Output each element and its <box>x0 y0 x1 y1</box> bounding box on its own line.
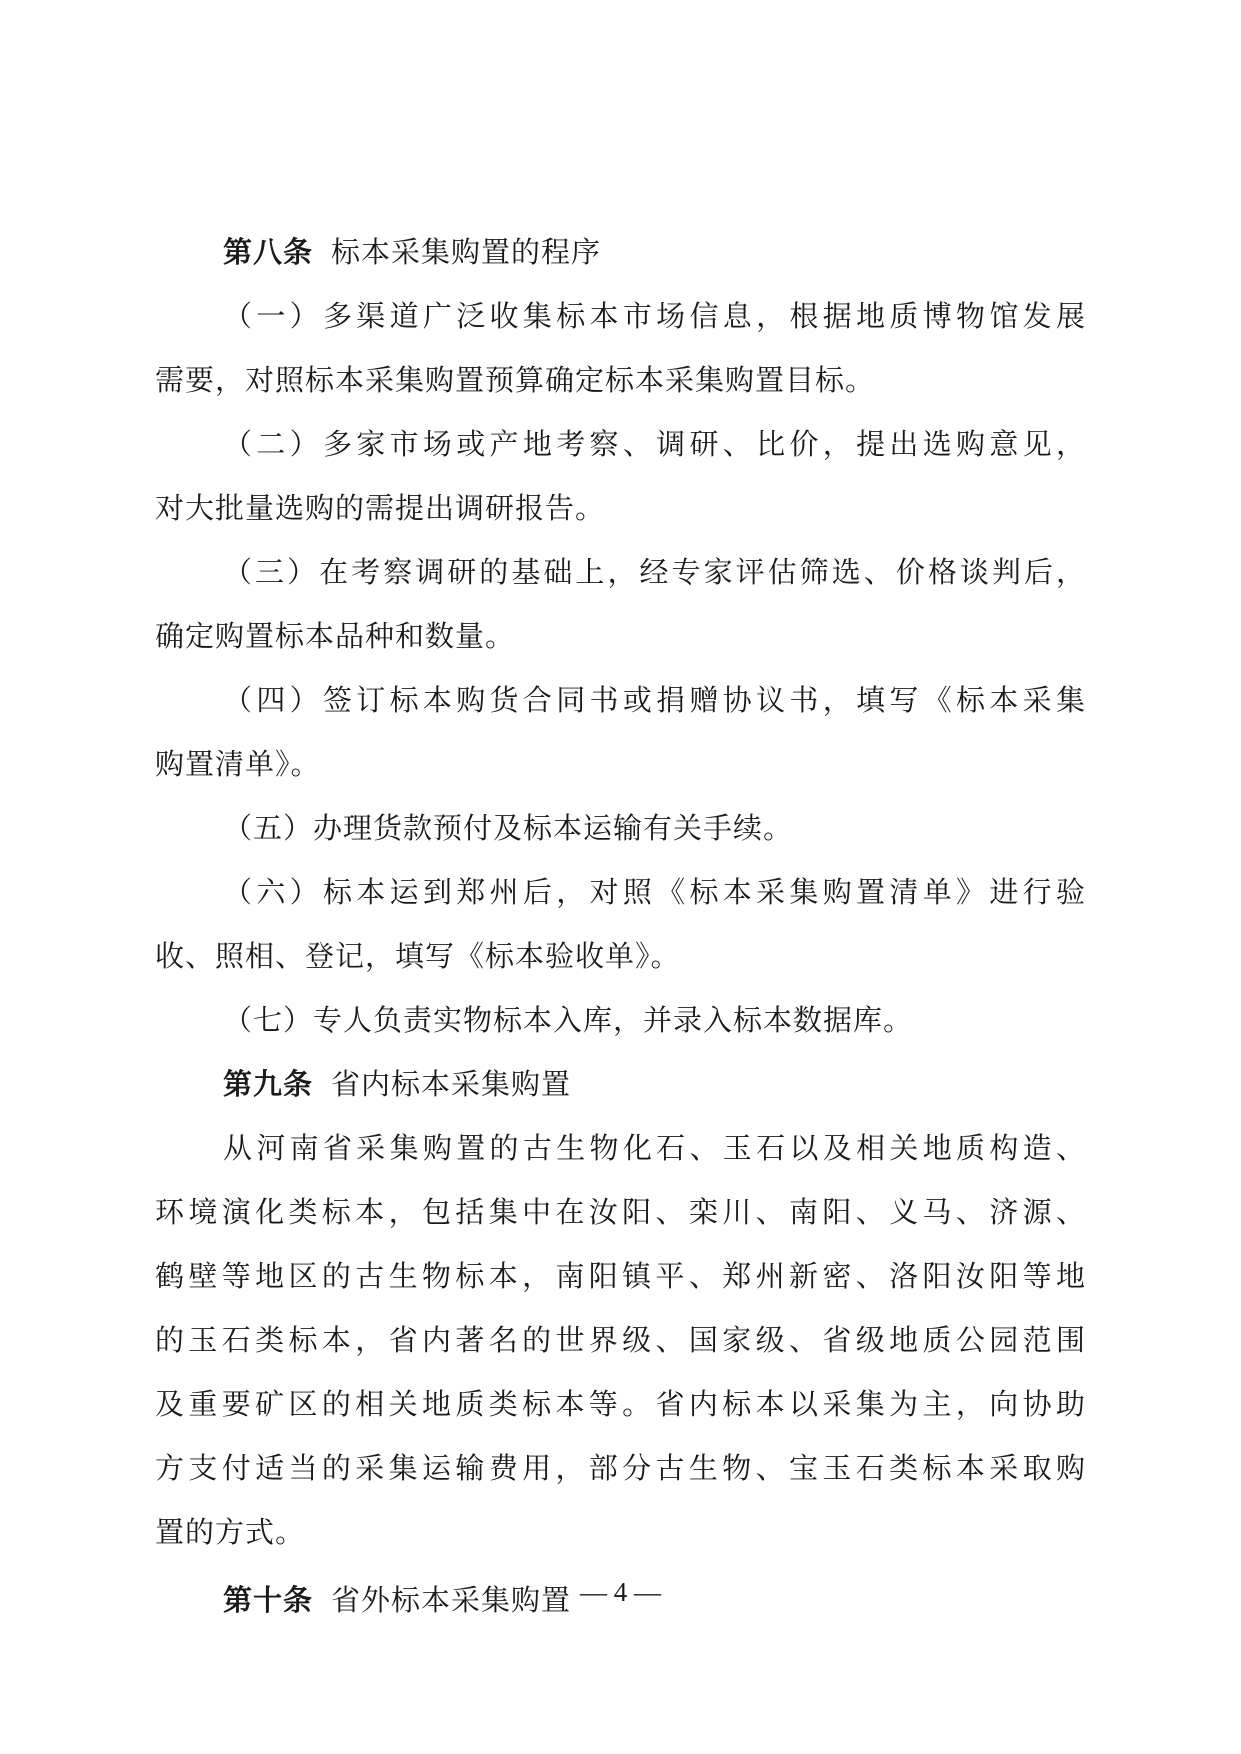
article-8-item-5-line-1: （五）办理货款预付及标本运输有关手续。 <box>223 811 794 845</box>
article-9-para-line-3: 鹤壁等地区的古生物标本，南阳镇平、郑州新密、洛阳汝阳等地 <box>155 1259 1086 1293</box>
article-9-para-line-6: 方支付适当的采集运输费用，部分古生物、宝玉石类标本采取购 <box>155 1451 1086 1485</box>
article-8-item-4-line-1: （四）签订标本购货合同书或捐赠协议书，填写《标本采集 <box>223 683 1086 717</box>
article-8-item-4-line-2: 购置清单》。 <box>155 747 321 781</box>
article-8-number: 第八条 <box>223 235 314 269</box>
article-8-item-6-line-1: （六）标本运到郑州后，对照《标本采集购置清单》进行验 <box>223 875 1086 909</box>
article-9-number: 第九条 <box>223 1067 314 1101</box>
document-body <box>155 220 1086 1632</box>
article-10-number: 第十条 <box>223 1583 314 1617</box>
article-8-item-6-line-2: 收、照相、登记，填写《标本验收单》。 <box>155 939 681 973</box>
article-8-item-2-line-2: 对大批量选购的需提出调研报告。 <box>155 491 606 525</box>
article-8-title: 标本采集购置的程序 <box>331 235 602 269</box>
article-8-item-2-line-1: （二）多家市场或产地考察、调研、比价，提出选购意见， <box>223 427 1086 461</box>
article-10-title: 省外标本采集购置 <box>331 1583 572 1617</box>
article-9-para-line-2: 环境演化类标本，包括集中在汝阳、栾川、南阳、义马、济源、 <box>155 1195 1086 1229</box>
article-9-para-line-1: 从河南省采集购置的古生物化石、玉石以及相关地质构造、 <box>223 1131 1086 1165</box>
article-9-heading <box>155 1052 1086 1116</box>
article-8-item-3-line-1: （三）在考察调研的基础上，经专家评估筛选、价格谈判后， <box>223 555 1086 589</box>
article-8-item-1-line-2: 需要，对照标本采集购置预算确定标本采集购置目标。 <box>155 363 876 397</box>
article-9-para-line-7: 置的方式。 <box>155 1515 306 1549</box>
article-8-item-3-line-2: 确定购置标本品种和数量。 <box>155 619 516 653</box>
article-9-para-line-4: 的玉石类标本，省内著名的世界级、国家级、省级地质公园范围 <box>155 1323 1086 1357</box>
article-8-heading <box>155 220 1086 284</box>
article-8-item-7-line-1: （七）专人负责实物标本入库，并录入标本数据库。 <box>223 1003 914 1037</box>
article-8-item-1-line-1: （一）多渠道广泛收集标本市场信息，根据地质博物馆发展 <box>223 299 1086 333</box>
page-number: — 4 — <box>580 1577 661 1607</box>
article-9-title: 省内标本采集购置 <box>331 1067 572 1101</box>
article-9-para-line-5: 及重要矿区的相关地质类标本等。省内标本以采集为主，向协助 <box>155 1387 1086 1421</box>
